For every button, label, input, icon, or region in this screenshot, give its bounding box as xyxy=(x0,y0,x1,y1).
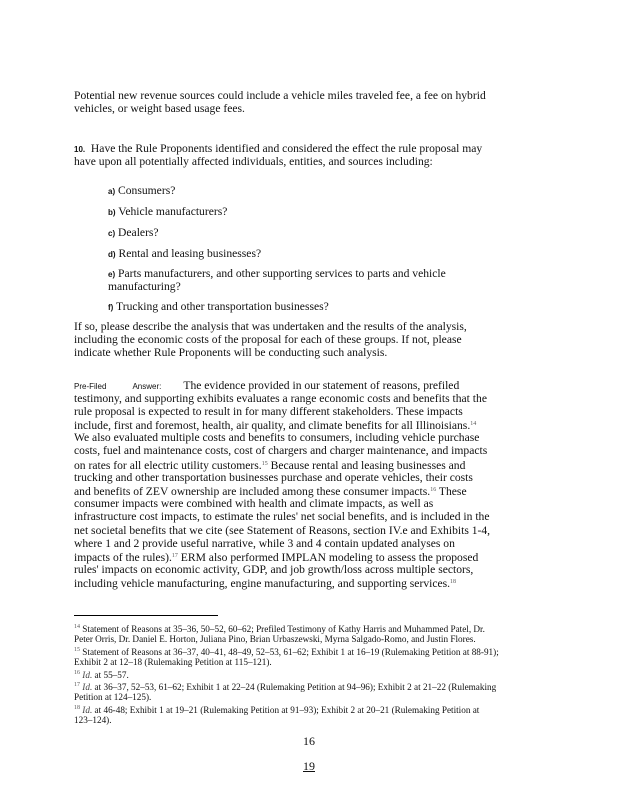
answer-text: impacts of the rules). xyxy=(74,551,172,564)
footnote-separator xyxy=(74,615,218,616)
list-text: Trucking and other transportation businesses? xyxy=(116,300,329,313)
answer-line xyxy=(74,576,456,590)
list-item xyxy=(108,205,227,219)
answer-text: include, first and foremost, health, air quality, and climate benefits for all Illinoisians. xyxy=(74,419,471,432)
list-text: Consumers? xyxy=(118,184,176,197)
page-number-alt xyxy=(0,759,618,774)
list-item xyxy=(108,300,329,314)
footnote-ref[interactable]: 17 xyxy=(171,553,178,559)
question-10 xyxy=(74,142,482,156)
question-text: Have the Rule Proponents identified and considered the effect the rule proposal may xyxy=(90,142,483,155)
list-item xyxy=(108,247,261,261)
answer-line xyxy=(74,379,459,393)
answer-text: including vehicle manufacturing, engine manufacturing, and supporting services. xyxy=(74,577,451,590)
footnote-text: Statement of Reasons at 36–37, 40–41, 48–49, 52–53, 61–62; Exhibit 1 at 16–19 (Rulemaking Petition at 88-91); xyxy=(82,647,499,657)
footnote-number: 18 xyxy=(74,705,80,711)
page-number-alt-text: 19 xyxy=(303,759,315,773)
answer-label: Answer: xyxy=(132,382,162,391)
followup-line: including the economic costs of the proposal for each of these groups. If not, please xyxy=(74,333,462,346)
footnote-text: 123–124). xyxy=(74,715,112,725)
footnote-text: at 55–57. xyxy=(94,670,129,680)
list-item xyxy=(108,267,446,281)
footnote-ref[interactable]: 18 xyxy=(450,579,457,585)
followup-line: indicate whether Rule Proponents will be conducting such analysis. xyxy=(74,346,388,359)
answer-text: costs, fuel and maintenance costs, cost of chargers and charger maintenance, and impacts xyxy=(74,444,488,457)
followup-line: If so, please describe the analysis that was undertaken and the results of the analysis, xyxy=(74,320,467,333)
answer-text: rules' impacts on economic activity, GDP, and job growth/loss across multiple sectors, xyxy=(74,563,474,576)
answer-text: net societal benefits that we cite (see Statement of Reasons, section IV.e and Exhibits 1-4, xyxy=(74,524,491,537)
list-marker: e) xyxy=(108,270,116,279)
answer-text: trucking and other transportation businesses purchase and operate vehicles, their costs xyxy=(74,471,473,484)
list-marker: b) xyxy=(108,208,116,217)
list-marker: d) xyxy=(108,250,116,259)
question-text: have upon all potentially affected individuals, entities, and sources including: xyxy=(74,155,433,168)
list-text: Rental and leasing businesses? xyxy=(118,247,262,260)
footnote-id: Id. xyxy=(82,705,93,715)
footnote-number: 17 xyxy=(74,682,80,688)
footnote-ref[interactable]: 15 xyxy=(261,461,268,467)
answer-text: on rates for all electric utility customers. xyxy=(74,459,262,472)
answer-text: and benefits of ZEV ownership are included among these consumer impacts. xyxy=(74,485,431,498)
answer-text: rule proposal is expected to result in for many different stakeholders. These impacts xyxy=(74,405,463,418)
footnote-id: Id. xyxy=(82,682,93,692)
answer-line xyxy=(74,550,478,564)
list-marker: a) xyxy=(108,187,116,196)
footnote-text: Statement of Reasons at 35–36, 50–52, 60–62; Prefiled Testimony of Kathy Harris and Muhammed Patel, Dr. xyxy=(82,624,485,634)
answer-text: We also evaluated multiple costs and benefits to consumers, including vehicle purchase xyxy=(74,431,480,444)
answer-text: where 1 and 2 provide useful narrative, while 3 and 4 contain updated analyses on xyxy=(74,537,455,550)
answer-text: consumer impacts were combined with health and climate impacts, as well as xyxy=(74,497,434,510)
footnote xyxy=(74,703,479,716)
answer-line xyxy=(74,458,465,472)
list-text: Vehicle manufacturers? xyxy=(118,205,228,218)
list-marker: c) xyxy=(108,229,116,238)
intro-line: vehicles, or weight based usage fees. xyxy=(74,102,245,115)
footnote-ref[interactable]: 14 xyxy=(470,421,477,427)
footnote-text: Petition at 124–125). xyxy=(74,692,152,702)
footnote-id: Id. xyxy=(82,670,93,680)
list-text: manufacturing? xyxy=(108,280,181,293)
list-marker: f) xyxy=(108,303,114,312)
list-text: Parts manufacturers, and other supporting services to parts and vehicle xyxy=(118,267,446,280)
answer-text: These xyxy=(438,485,467,498)
list-text: Dealers? xyxy=(118,226,159,239)
answer-text: infrastructure cost impacts, to estimate the rules' net social benefits, and is included in the xyxy=(74,510,490,523)
footnote-number: 16 xyxy=(74,670,80,676)
footnote-text: at 36–37, 52–53, 61–62; Exhibit 1 at 22–24 (Rulemaking Petition at 94–96); Exhibit 2 at 21–22 (Rulemaking xyxy=(94,682,497,692)
answer-line xyxy=(74,418,476,432)
footnote-text: Peter Orris, Dr. Daniel E. Horton, Juliana Pino, Brian Urbaszewski, Myrna Salgado-Romo, and Justin Flores. xyxy=(74,634,476,644)
footnote-text: at 46-48; Exhibit 1 at 19–21 (Rulemaking Petition at 91–93); Exhibit 2 at 20–21 (Rulemaking Petition at xyxy=(94,705,480,715)
list-item xyxy=(108,184,175,198)
answer-line xyxy=(74,484,467,498)
answer-text: testimony, and supporting exhibits evaluates a range economic costs and benefits that the xyxy=(74,392,487,405)
intro-line: Potential new revenue sources could include a vehicle miles traveled fee, a fee on hybrid xyxy=(74,89,486,102)
list-item xyxy=(108,226,159,240)
footnote-text: Exhibit 2 at 12–18 (Rulemaking Petition at 115–121). xyxy=(74,657,272,667)
prefiled-label: Pre-Filed xyxy=(74,382,107,391)
footnote-number: 15 xyxy=(74,647,80,653)
page-number: 16 xyxy=(303,734,315,748)
footnote-ref[interactable]: 16 xyxy=(430,487,437,493)
answer-text: Because rental and leasing businesses and xyxy=(270,459,466,472)
answer-text: ERM also performed IMPLAN modeling to assess the proposed xyxy=(180,551,479,564)
question-number: 10. xyxy=(74,145,86,154)
footnote-number: 14 xyxy=(74,624,80,630)
answer-text: The evidence provided in our statement of reasons, prefiled xyxy=(183,379,460,392)
